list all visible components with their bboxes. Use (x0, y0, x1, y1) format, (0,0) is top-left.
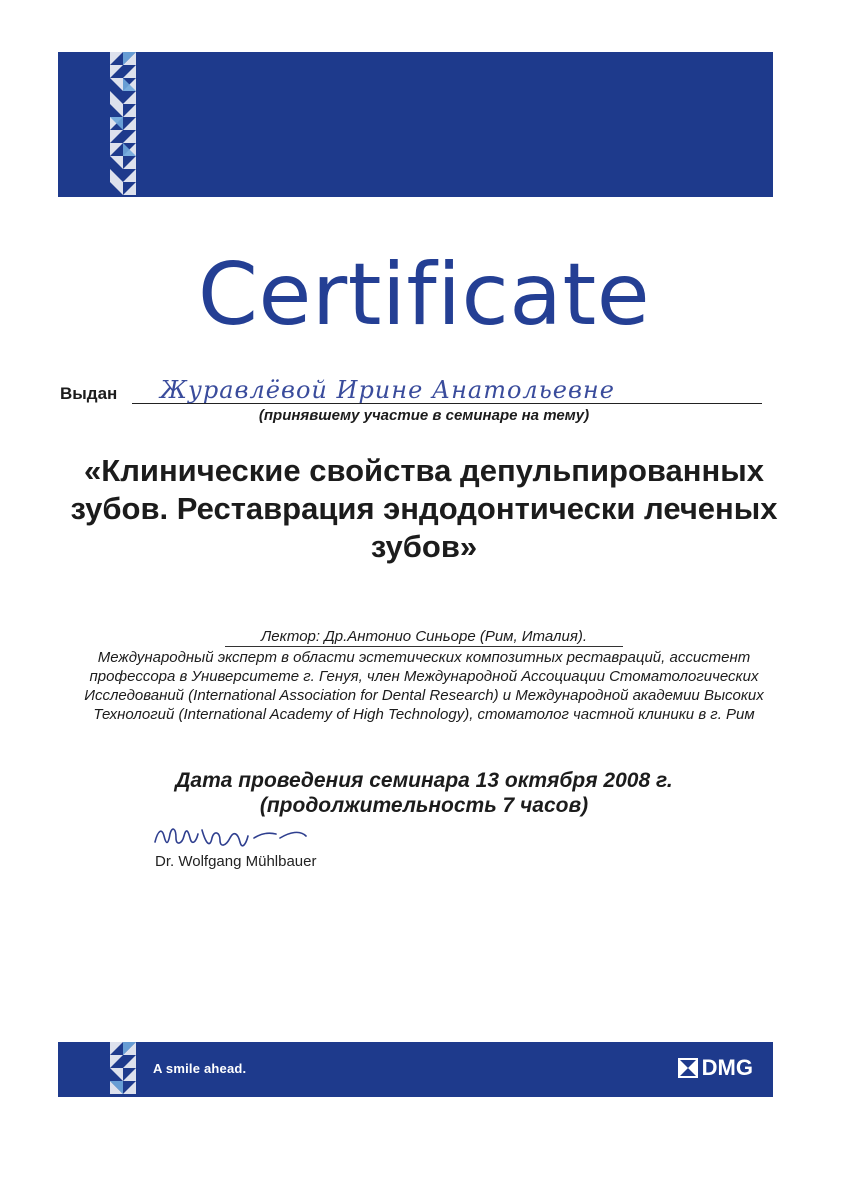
dmg-emblem-icon (678, 1058, 698, 1078)
header-band (58, 52, 773, 197)
issued-label: Выдан (60, 384, 118, 403)
seminar-duration: (продолжительность 7 часов) (259, 794, 589, 817)
certificate-title: Certificate (197, 245, 651, 345)
triangle-mosaic-pattern (110, 52, 136, 197)
lecturer-line: Лектор: Др.Антонио Синьоре (Рим, Италия). (225, 627, 623, 647)
signer-name: Dr. Wolfgang Mühlbauer (155, 853, 317, 870)
lecturer-block (60, 627, 788, 724)
lecturer-bio: Международный эксперт в области эстетических композитных реставраций, ассистент профессора в Университете г. Генуя, член Международной Ассоциации Стоматологических Исследований (International Association for Dental Research) и Международной академии Высоких Технологий (International Academy of High Technology), стоматолог частной клиники в г. Рим (84, 649, 764, 723)
footer-band (58, 1042, 773, 1097)
dmg-brand-text: DMG (701, 1055, 753, 1080)
issued-to-row (60, 372, 762, 406)
seminar-topic: «Клинические свойства депульпированных зубов. Реставрация эндодонтически леченых зубов» (70, 453, 778, 564)
dmg-logo (678, 1055, 753, 1081)
recipient-name: Журавлёвой Ирине Анатольевне (160, 376, 615, 404)
issued-note: (принявшему участие в семинаре на тему) (258, 407, 590, 424)
seminar-date-block (60, 768, 788, 818)
triangle-mosaic-pattern-footer (110, 1042, 136, 1097)
footer-tagline: A smile ahead. (153, 1061, 247, 1076)
seminar-date: Дата проведения семинара 13 октября 2008 г. (175, 769, 673, 792)
